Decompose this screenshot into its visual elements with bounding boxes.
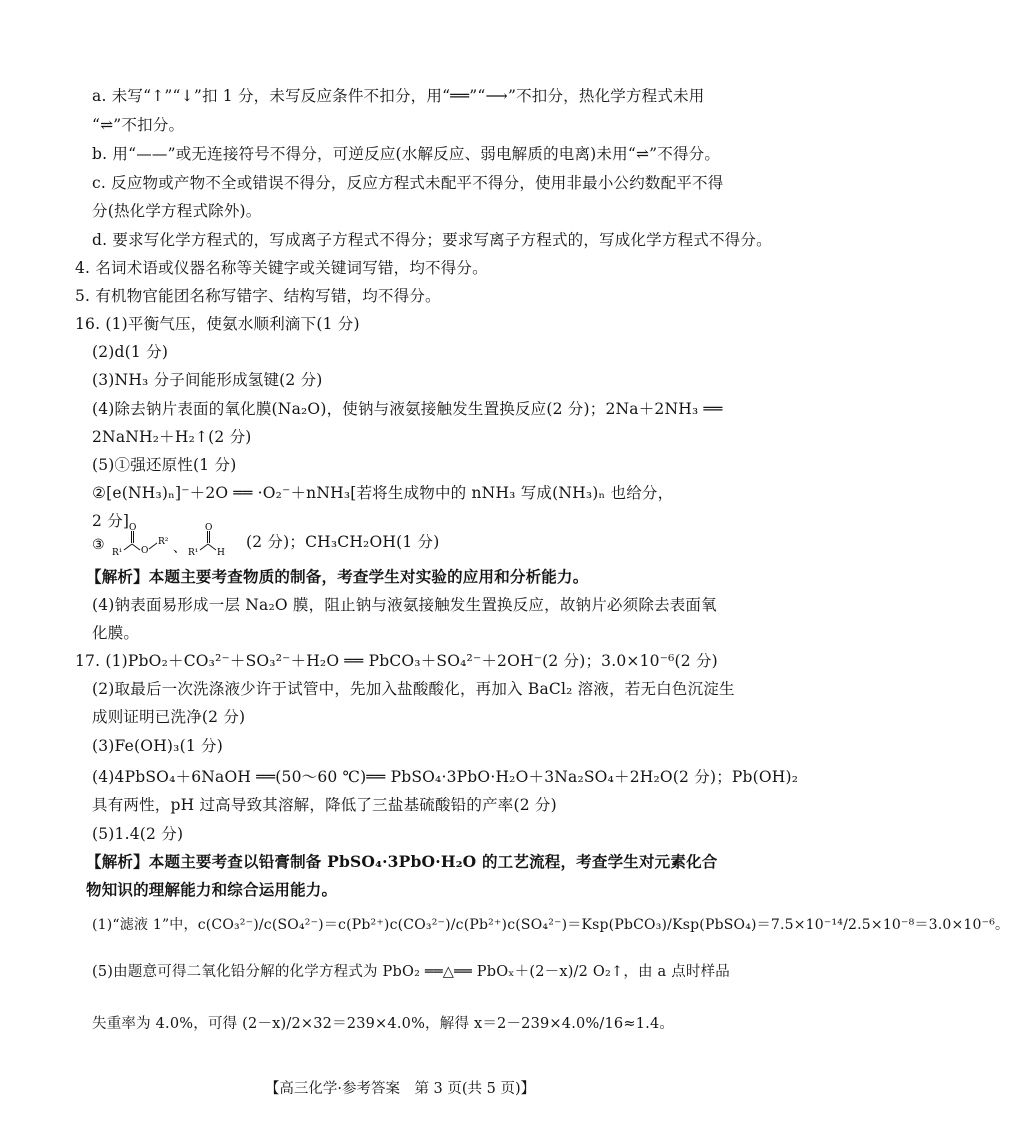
text-line: (4)除去钠片表面的氧化膜(Na₂O)，使钠与液氨接触发生置换反应(2 分)；2Na＋2NH₃ ══ [92,400,723,418]
text-line: b. 用“——”或无连接符号不得分，可逆反应(水解反应、弱电解质的电离)未用“⇌”不得分。 [92,145,721,163]
svg-text:O: O [129,523,137,533]
formula-line: 失重率为 4.0%，可得 (2－x)/2×32＝239×4.0%，解得 x＝2－239×4.0%/16≈1.4。 [92,1016,675,1032]
text-line: 2 分] [92,512,130,530]
text-line: (5)①强还原性(1 分) [92,456,237,474]
structure-formulas [92,522,257,558]
text-line: 2NaNH₂＋H₂↑(2 分) [92,428,252,446]
text-line: (4)钠表面易形成一层 Na₂O 膜，阻止钠与液氨接触发生置换反应，故钠片必须除去表面氧 [92,596,717,614]
formula-line: (1)“滤液 1”中，c(CO₃²⁻)/c(SO₄²⁻)＝c(Pb²⁺)c(CO₃²⁻)/c(Pb²⁺)c(SO₄²⁻)＝Ksp(PbCO₃)/Ksp(PbSO₄)＝7.5×10⁻¹⁴/2.5×10⁻⁸＝3.0×10⁻⁶。 [92,917,1009,933]
text-line: 成则证明已洗净(2 分) [92,708,246,726]
text-line: (3)NH₃ 分子间能形成氢键(2 分) [92,371,323,389]
text-line: (2)d(1 分) [92,343,169,361]
page-footer: 【高三化学·参考答案 第 3 页(共 5 页)】 [264,1081,536,1097]
svg-text:、: 、 [173,541,187,556]
q17-heading: 17. (1)PbO₂＋CO₃²⁻＋SO₃²⁻＋H₂O ══ PbCO₃＋SO₄²⁻＋2OH⁻(2 分)；3.0×10⁻⁶(2 分) [75,652,718,670]
text-line: (2)取最后一次洗涤液少许于试管中，先加入盐酸酸化，再加入 BaCl₂ 溶液，若无白色沉淀生 [92,680,735,698]
text-line: 物知识的理解能力和综合运用能力。 [86,880,338,899]
text-line: (5)1.4(2 分) [92,825,184,843]
text-line: (4)4PbSO₄＋6NaOH ══(50～60 ℃)══ PbSO₄·3PbO·H₂O＋3Na₂SO₄＋2H₂O(2 分)；Pb(OH)₂ [92,768,799,786]
svg-text:O: O [141,546,149,556]
text-line: 分(热化学方程式除外)。 [92,202,262,220]
svg-text:O: O [205,523,213,533]
text-line: 化膜。 [92,624,140,642]
analysis-heading: 【解析】本题主要考查以铅膏制备 PbSO₄·3PbO·H₂O 的工艺流程，考查学生对元素化合 [86,852,718,871]
svg-text:R²: R² [158,537,169,547]
svg-text:③: ③ [92,537,105,553]
text-line: a. 未写“↑”“↓”扣 1 分，未写反应条件不扣分，用“══”“⟶”不扣分，热化学方程式未用 [92,87,705,105]
analysis-heading: 【解析】本题主要考查物质的制备，考查学生对实验的应用和分析能力。 [86,567,589,586]
text-line: “⇌”不扣分。 [92,116,185,134]
svg-text:R¹: R¹ [188,548,199,558]
text-line: (3)Fe(OH)₃(1 分) [92,737,223,755]
text-line: ②[e(NH₃)ₙ]⁻＋2O ══ ·O₂⁻＋nNH₃[若将生成物中的 nNH₃ 写成(NH₃)ₙ 也给分， [92,484,674,502]
text-line: 4. 名词术语或仪器名称等关键字或关键词写错，均不得分。 [75,259,488,277]
formula-line: (5)由题意可得二氧化铅分解的化学方程式为 PbO₂ ══△══ PbOₓ＋(2－x)/2 O₂↑，由 a 点时样品 [92,964,730,980]
svg-text:R¹: R¹ [112,548,123,558]
text-line: d. 要求写化学方程式的，写成离子方程式不得分；要求写离子方程式的，写成化学方程式不得分。 [92,231,772,249]
text-line: (2 分)；CH₃CH₂OH(1 分) [246,533,440,551]
q16-heading: 16. (1)平衡气压，使氨水顺利滴下(1 分) [75,315,360,333]
text-line: 5. 有机物官能团名称写错字、结构写错，均不得分。 [75,287,441,305]
svg-text:H: H [217,548,225,558]
text-line: 具有两性，pH 过高导致其溶解，降低了三盐基硫酸铅的产率(2 分) [92,796,557,814]
text-line: c. 反应物或产物不全或错误不得分，反应方程式未配平不得分，使用非最小公约数配平不得 [92,174,724,192]
